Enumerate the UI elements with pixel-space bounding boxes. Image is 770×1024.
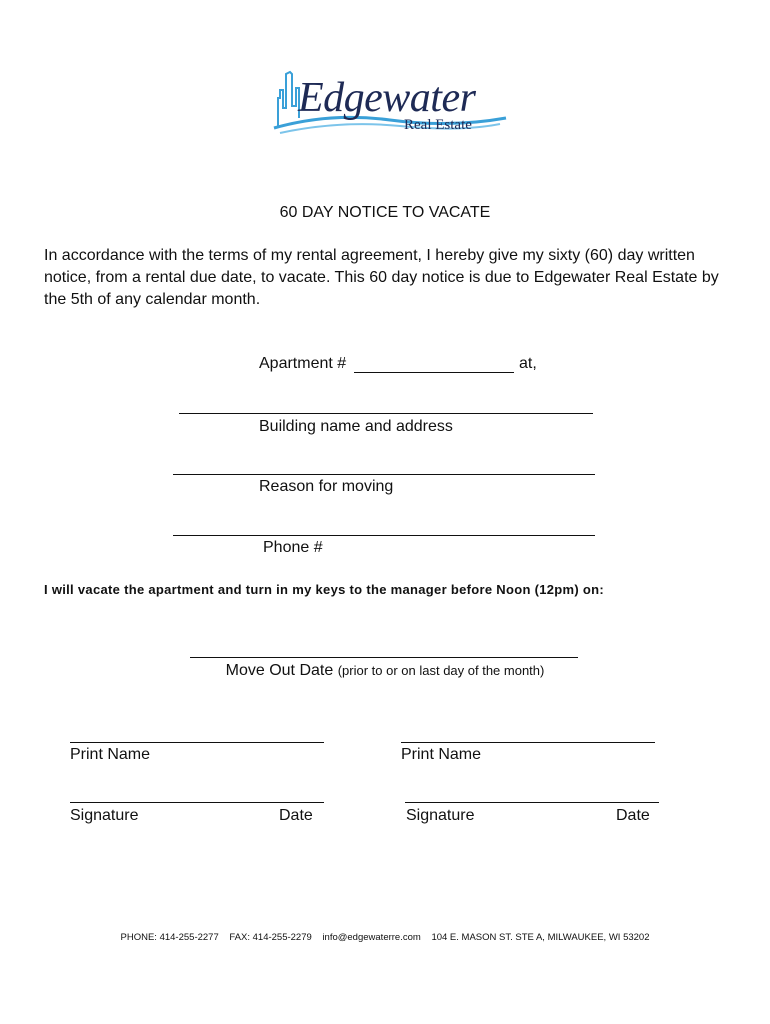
- footer-contact: [0, 932, 770, 943]
- date-label-2: Date: [616, 807, 650, 824]
- signature-field-line-2[interactable]: [405, 802, 659, 803]
- footer-email: info@edgewaterre.com: [322, 932, 421, 943]
- print-name-label-2: Print Name: [401, 746, 482, 763]
- reason-label: Reason for moving: [259, 478, 394, 495]
- move-out-date-caption: [0, 662, 770, 680]
- print-name-field-line-1[interactable]: [70, 742, 324, 743]
- intro-paragraph: In accordance with the terms of my rental agreement, I hereby give my sixty (60) day written notice, from a rental due date, to vacate. This 60 day notice is due to Edgewater Real Estate by the 5th of any calendar month.: [44, 247, 719, 308]
- move-out-date-field-line[interactable]: [190, 657, 578, 658]
- phone-label: Phone #: [263, 539, 323, 556]
- logo-brand-text: Edgewater: [298, 75, 476, 121]
- phone-field-line[interactable]: [173, 535, 595, 536]
- apartment-suffix: at,: [519, 355, 537, 372]
- logo-subtitle: Real Estate: [404, 117, 472, 133]
- company-logo: [270, 68, 510, 138]
- page-title: 60 DAY NOTICE TO VACATE: [279, 204, 491, 221]
- signature-field-line-1[interactable]: [70, 802, 324, 803]
- footer-fax: FAX: 414-255-2279: [229, 932, 312, 943]
- move-out-label: Move Out Date: [225, 662, 334, 679]
- vacate-statement: I will vacate the apartment and turn in my keys to the manager before Noon (12pm) on:: [44, 582, 605, 597]
- date-label-1: Date: [279, 807, 313, 824]
- building-label: Building name and address: [259, 418, 453, 435]
- building-field-line[interactable]: [179, 413, 593, 414]
- reason-field-line[interactable]: [173, 474, 595, 475]
- signature-label-2: Signature: [406, 807, 475, 824]
- footer-phone: PHONE: 414-255-2277: [120, 932, 219, 943]
- signature-label-1: Signature: [70, 807, 139, 824]
- apartment-field-line[interactable]: [354, 372, 514, 373]
- move-out-note: (prior to or on last day of the month): [337, 663, 545, 678]
- footer-address: 104 E. MASON ST. STE A, MILWAUKEE, WI 53202: [431, 932, 650, 943]
- print-name-field-line-2[interactable]: [401, 742, 655, 743]
- print-name-label-1: Print Name: [70, 746, 151, 763]
- apartment-label: Apartment #: [259, 355, 347, 372]
